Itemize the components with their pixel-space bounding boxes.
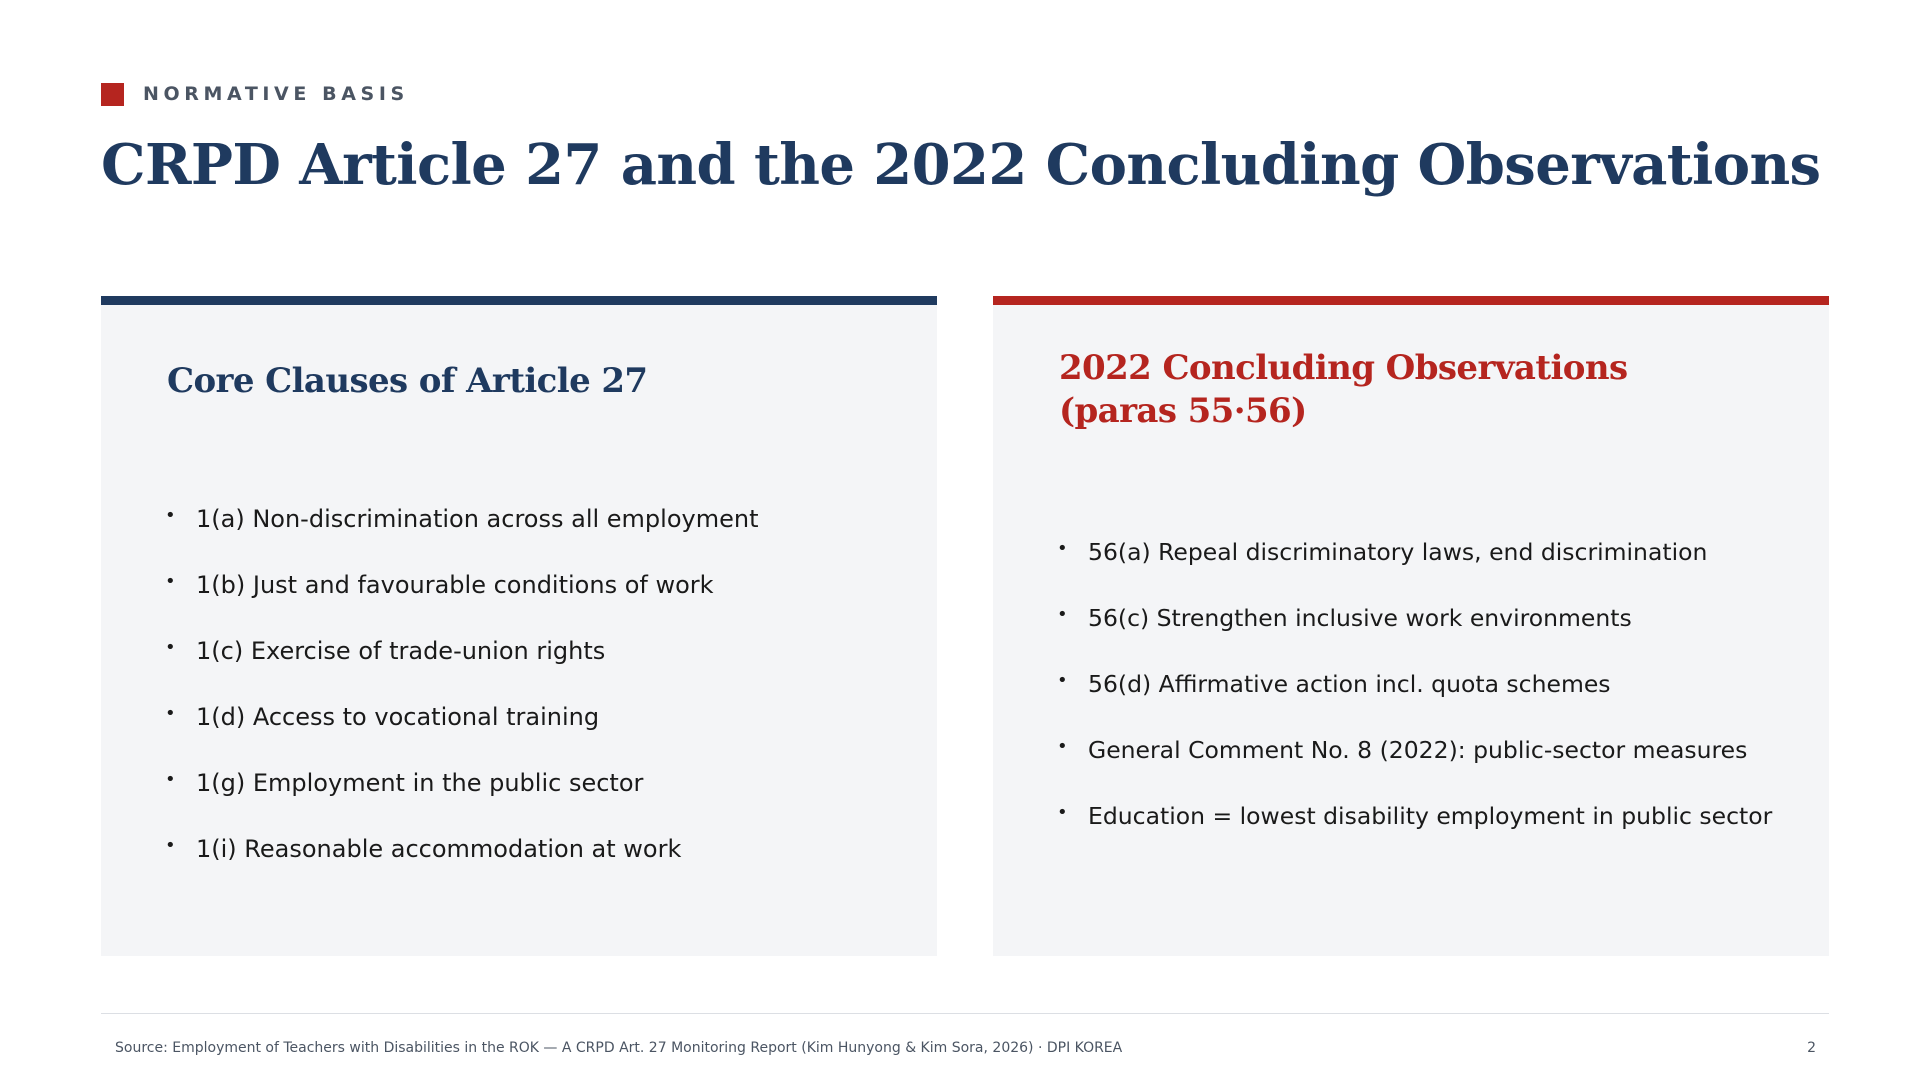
- list-item: [163, 635, 758, 701]
- list-item: [1055, 602, 1772, 668]
- bullet-icon: •: [165, 505, 176, 526]
- bullet-icon: •: [165, 637, 176, 658]
- list-item: [163, 767, 758, 833]
- list-item-text: 1(g) Employment in the public sector: [196, 769, 644, 797]
- heading-line-1: 2022 Concluding Observations: [1059, 348, 1628, 388]
- list-item: [1055, 668, 1772, 734]
- list-item-text: 1(b) Just and favourable conditions of work: [196, 571, 714, 599]
- list-item-text: 1(a) Non-discrimination across all employment: [196, 505, 759, 533]
- article-27-list: [163, 503, 758, 899]
- list-item-text: 56(a) Repeal discriminatory laws, end discrimination: [1088, 538, 1708, 566]
- list-item: [1055, 536, 1772, 602]
- eyebrow-label: NORMATIVE BASIS: [143, 83, 409, 105]
- list-item-text: 1(d) Access to vocational training: [196, 703, 600, 731]
- bullet-icon: •: [165, 571, 176, 592]
- article-27-panel: [101, 296, 937, 956]
- list-item: [163, 833, 758, 899]
- bullet-icon: •: [1057, 802, 1068, 823]
- list-item: [163, 701, 758, 767]
- slide-title: CRPD Article 27 and the 2022 Concluding Observations: [101, 132, 1821, 198]
- concluding-observations-list: [1055, 536, 1772, 866]
- bullet-icon: •: [165, 703, 176, 724]
- bullet-icon: •: [165, 835, 176, 856]
- eyebrow-square-marker: [101, 83, 124, 106]
- list-item-text: 1(c) Exercise of trade-union rights: [196, 637, 606, 665]
- footer-divider: [101, 1013, 1829, 1014]
- list-item: [1055, 734, 1772, 800]
- heading-line-2: (paras 55·56): [1059, 391, 1307, 431]
- list-item-text: General Comment No. 8 (2022): public-sector measures: [1088, 736, 1748, 764]
- bullet-icon: •: [1057, 604, 1068, 625]
- concluding-observations-heading: [1059, 347, 1699, 433]
- list-item-text: 1(i) Reasonable accommodation at work: [196, 835, 682, 863]
- concluding-observations-panel: [993, 296, 1829, 956]
- footer-source: Source: Employment of Teachers with Disabilities in the ROK — A CRPD Art. 27 Monitoring Report (Kim Hunyong & Kim Sora, 2026) · DPI KOREA: [115, 1040, 1123, 1056]
- list-item-text: Education = lowest disability employment in public sector: [1088, 802, 1773, 830]
- bullet-icon: •: [1057, 736, 1068, 757]
- page-number: 2: [1807, 1040, 1816, 1056]
- list-item-text: 56(c) Strengthen inclusive work environments: [1088, 604, 1632, 632]
- list-item: [163, 503, 758, 569]
- list-item: [1055, 800, 1772, 866]
- list-item-text: 56(d) Affirmative action incl. quota schemes: [1088, 670, 1611, 698]
- section-eyebrow: [101, 82, 409, 106]
- bullet-icon: •: [165, 769, 176, 790]
- bullet-icon: •: [1057, 538, 1068, 559]
- article-27-heading: Core Clauses of Article 27: [167, 361, 648, 401]
- list-item: [163, 569, 758, 635]
- bullet-icon: •: [1057, 670, 1068, 691]
